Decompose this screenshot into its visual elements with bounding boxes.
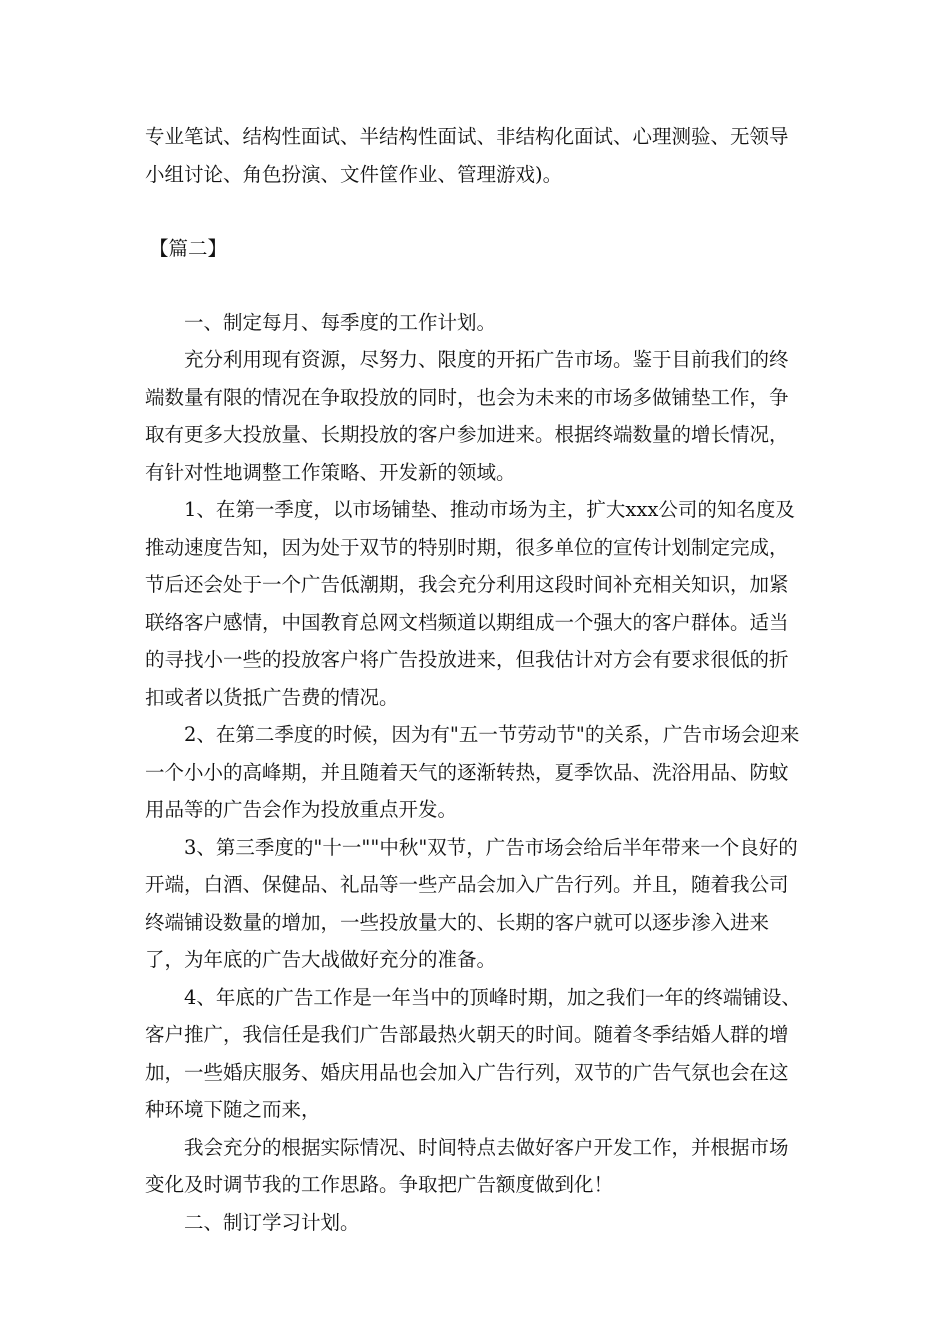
paragraph-resources: 充分利用现有资源，尽努力、限度的开拓广告市场。鉴于目前我们的终端数量有限的情况在争取投放的同时，也会为未来的市场多做铺垫工作，争取有更多大投放量、长期投放的客户参加进来。根据终端数量的增长情况，有针对性地调整工作策略、开发新的领域。 (145, 348, 789, 484)
paragraph-q2: 2、在第二季度的时候，因为有"五一节劳动节"的关系，广告市场会迎来一个小小的高峰期，并且随着天气的逐渐转热，夏季饮品、洗浴用品、防蚊用品等的广告会作为投放重点开发。 (145, 723, 800, 821)
document-body (145, 118, 805, 1241)
section-heading: 【篇二】 (149, 237, 228, 260)
paragraph-q3: 3、第三季度的"十一""中秋"双节，广告市场会给后半年带来一个良好的开端，白酒、保健品、礼品等一些产品会加入广告行列。并且，随着我公司终端铺设数量的增加，一些投放量大的、长期的客户就可以逐步渗入进来了，为年底的广告大战做好充分的准备。 (145, 835, 798, 971)
heading-study-plan: 二、制订学习计划。 (184, 1210, 360, 1234)
paragraph-q4: 4、年底的广告工作是一年当中的顶峰时期，加之我们一年的终端铺设、客户推广，我信任是我们广告部最热火朝天的时间。随着冬季结婚人群的增加，一些婚庆服务、婚庆用品也会加入广告行列，双节的广告气氛也会在这种环境下随之而来， (145, 985, 801, 1121)
paragraph-summary: 我会充分的根据实际情况、时间特点去做好客户开发工作，并根据市场变化及时调节我的工作思路。争取把广告额度做到化！ (145, 1135, 789, 1196)
paragraph-q1: 1、在第一季度，以市场铺垫、推动市场为主，扩大xxx公司的知名度及推动速度告知，因为处于双节的特别时期，很多单位的宣传计划制定完成，节后还会处于一个广告低潮期，我会充分利用这段时间补充相关知识，加紧联络客户感情，中国教育总网文档频道以期组成一个强大的客户群体。适当的寻找小一些的投放客户将广告投放进来，但我估计对方会有要求很低的折扣或者以货抵广告费的情况。 (145, 498, 795, 709)
heading-work-plan: 一、制定每月、每季度的工作计划。 (184, 310, 497, 334)
intro-paragraph: 专业笔试、结构性面试、半结构性面试、非结构化面试、心理测验、无领导小组讨论、角色扮演、文件筐作业、管理游戏)。 (145, 125, 789, 186)
